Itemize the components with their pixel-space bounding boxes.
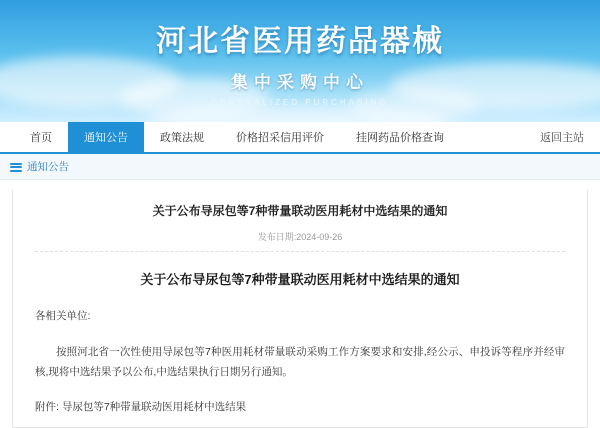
article-publish-date: 发布日期:2024-09-26 bbox=[35, 230, 565, 252]
site-banner bbox=[0, 0, 600, 122]
article-paragraph-2: 按照河北省一次性使用导尿包等7种医用耗材带量联动采购工作方案要求和安排,经公示、申投诉等程序并经审核,现将中选结果予以公布,中选结果执行日期另行通知。 bbox=[35, 345, 565, 379]
article-attachment-link[interactable]: 附件: 导尿包等7种带量联动医用耗材中选结果 bbox=[35, 400, 247, 413]
article-title: 关于公布导尿包等7种带量联动医用耗材中选结果的通知 bbox=[140, 272, 460, 287]
list-icon bbox=[10, 161, 22, 173]
main-navigation bbox=[0, 122, 600, 154]
nav-item-notices[interactable]: 通知公告 bbox=[68, 122, 144, 152]
breadcrumb bbox=[0, 154, 600, 180]
nav-item-credit-evaluation[interactable]: 价格招采信用评价 bbox=[236, 132, 324, 144]
site-subtitle: 集中采购中心 bbox=[231, 73, 369, 93]
article-card bbox=[12, 190, 588, 428]
nav-item-back-to-main-site[interactable]: 返回主站 bbox=[540, 132, 584, 144]
article-paragraph-1: 各相关单位: bbox=[35, 309, 91, 322]
nav-item-policies[interactable]: 政策法规 bbox=[160, 132, 204, 144]
breadcrumb-label[interactable]: 通知公告 bbox=[27, 161, 69, 173]
nav-item-home[interactable]: 首页 bbox=[30, 132, 52, 144]
content-area bbox=[0, 180, 600, 428]
nav-item-drug-price-query[interactable]: 挂网药品价格查询 bbox=[356, 132, 444, 144]
site-title-english: CENTRALIZED PURCHASING bbox=[211, 98, 389, 107]
article-head-title: 关于公布导尿包等7种带量联动医用耗材中选结果的通知 bbox=[152, 204, 448, 218]
site-title: 河北省医用药品器械 bbox=[156, 24, 444, 59]
